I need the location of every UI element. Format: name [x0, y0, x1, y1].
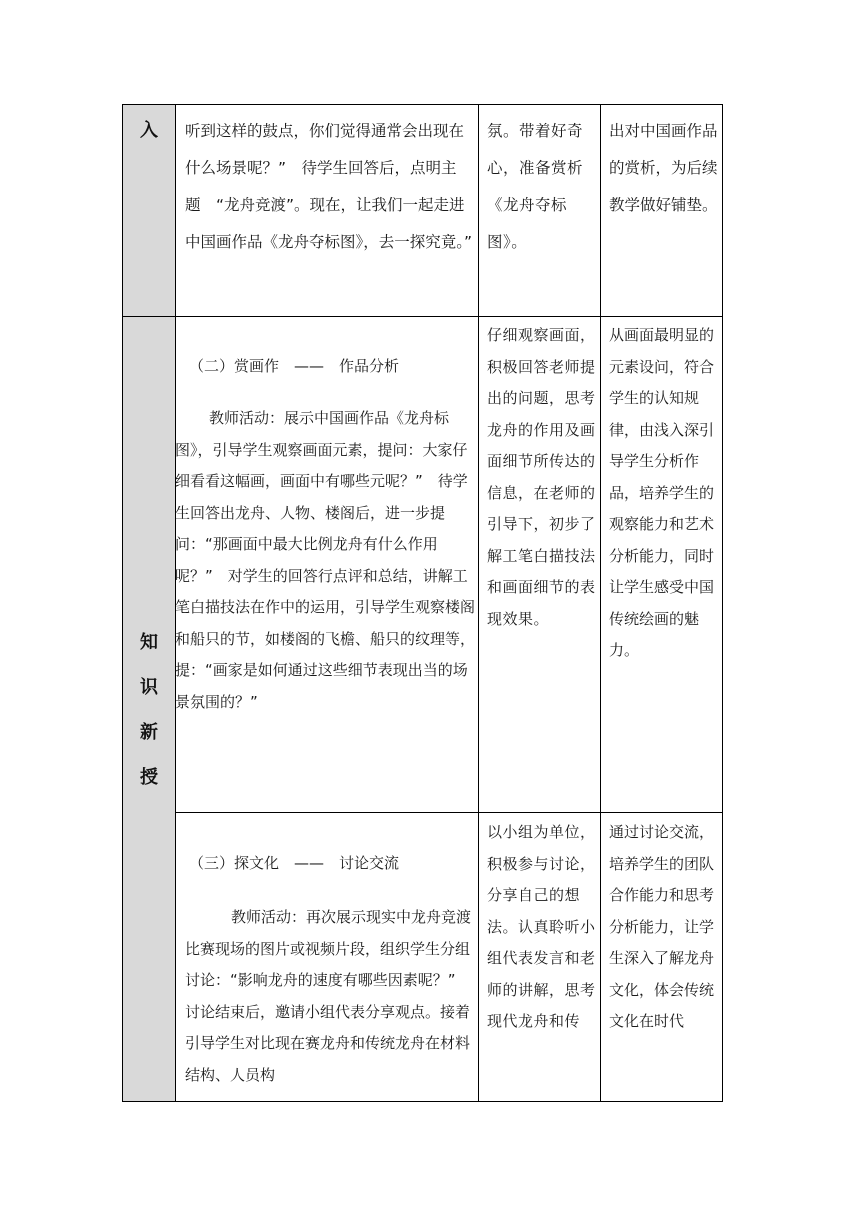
- row-divider-1: [122, 316, 722, 317]
- part3-design-purpose: 通过讨论交流，培养学生的团队合作能力和思考分析能力，让学生深入了解龙舟文化，体会传统文化在时代: [609, 823, 715, 1030]
- table-bottom-border: [122, 1101, 722, 1102]
- part2-heading: （二）赏画作 —— 作品分析: [189, 357, 400, 375]
- col-border-right: [722, 104, 723, 1102]
- col-border-teacher: [478, 104, 479, 1102]
- part2-design-purpose: 从画面最明显的元素设问，符合学生的认知规律，由浅入深引导学生分析作品，培养学生的观察能力和艺术分析能力，同时让学生感受中国传统绘画的魅力。: [609, 326, 715, 659]
- part3-heading: （三）探文化 —— 讨论交流: [189, 854, 400, 872]
- part3-student-activity: 以小组为单位，积极参与讨论，分享自己的想法。认真聆听小组代表发言和老师的讲解，思考现代龙舟和传: [487, 823, 596, 1030]
- part2-teacher-activity: 教师活动：展示中国画作品《龙舟标图》，引导学生观察画面元素，提问：大家仔细看看这幅画，画面中有哪些元呢？” 待学生回答出龙舟、人物、楼阁后，进一步提问：“那画面中最大比例龙舟有什么作用呢？” 对学生的回答行点评和总结，讲解工笔白描技法在作中的运用，引导学生观察楼阁和船只的节，如楼阁的飞檐、船只的纹理等，提：“画家是如何通过这些细节表现出当的场景氛围的？”: [175, 409, 476, 711]
- stage-cell-intro: [123, 105, 175, 316]
- part2-student-activity: 仔细观察画面，积极回答老师提出的问题，思考龙舟的作用及画面细节所传达的信息，在老师的引导下，初步了解工笔白描技法和画面细节的表现效果。: [487, 326, 596, 628]
- intro-student-activity: 氛。带着好奇心，准备赏析《龙舟夺标图》。: [487, 122, 584, 251]
- stage-label-char: 新: [140, 722, 158, 743]
- col-border-student: [600, 104, 601, 1102]
- stage-label-intro: 入: [140, 120, 158, 141]
- intro-design-purpose: 出对中国画作品的赏析，为后续教学做好铺垫。: [609, 122, 718, 214]
- stage-label-char: 识: [140, 677, 158, 698]
- part3-teacher-activity: 教师活动：再次展示现实中龙舟竞渡比赛现场的图片或视频片段，组织学生分组讨论：“影响龙舟的速度有哪些因素呢？” 讨论结束后，邀请小组代表分享观点。接着引导学生对比现在赛龙舟和传统龙舟在材料结构、人员构: [185, 908, 472, 1084]
- stage-cell-knowledge: [123, 317, 175, 1101]
- intro-teacher-activity: 听到这样的鼓点，你们觉得通常会出现在什么场景呢？” 待学生回答后，点明主题 “龙舟竞渡”。现在，让我们一起走进中国画作品《龙舟夺标图》，去一探究竟。”: [185, 122, 473, 251]
- table-top-border: [122, 104, 722, 105]
- stage-label-char: 授: [140, 767, 158, 788]
- stage-label-char: 知: [140, 632, 158, 653]
- row-divider-2: [175, 812, 722, 813]
